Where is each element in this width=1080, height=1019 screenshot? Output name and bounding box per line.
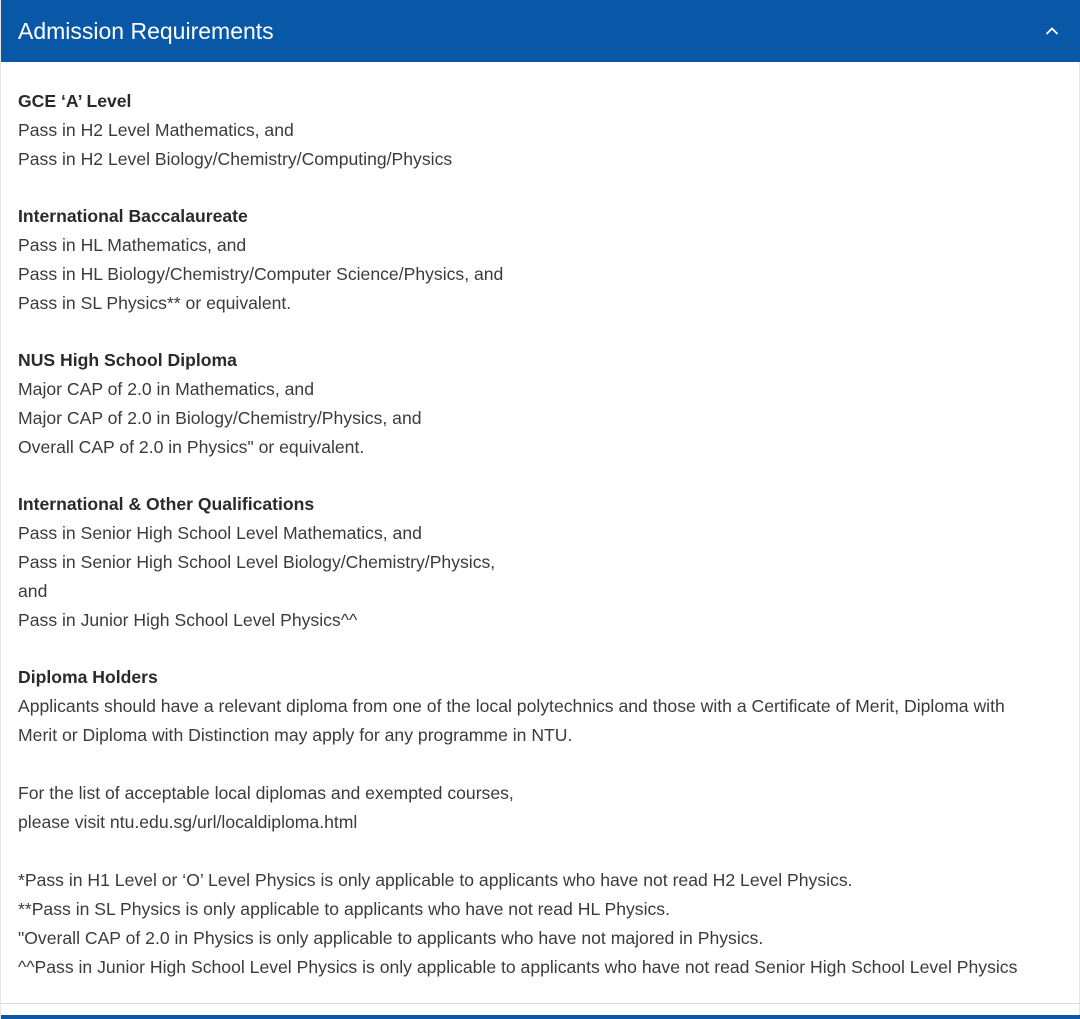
section-heading: NUS High School Diploma	[18, 350, 237, 370]
footnote: **Pass in SL Physics is only applicable to applicants who have not read HL Physics.	[18, 899, 670, 919]
requirement-line: Major CAP of 2.0 in Mathematics, and	[18, 379, 314, 399]
chevron-up-icon[interactable]	[1043, 22, 1061, 40]
section-gce-a-level	[18, 87, 1064, 174]
footnotes	[18, 866, 1064, 982]
footnote: *Pass in H1 Level or ‘O’ Level Physics is only applicable to applicants who have not read H2 Level Physics.	[18, 870, 853, 890]
section-diploma-holders	[18, 663, 1064, 750]
requirement-line: and	[18, 581, 48, 601]
requirement-line: Pass in H2 Level Biology/Chemistry/Computing/Physics	[18, 149, 453, 169]
section-nus-high-school-diploma	[18, 346, 1064, 462]
accordion-header[interactable]	[1, 0, 1080, 62]
requirement-line: Pass in H2 Level Mathematics, and	[18, 120, 294, 140]
section-heading: International & Other Qualifications	[18, 494, 315, 514]
footnote: ^^Pass in Junior High School Level Physics is only applicable to applicants who have not read Senior High School Level Physics	[18, 957, 1018, 977]
requirement-line: Overall CAP of 2.0 in Physics" or equivalent.	[18, 437, 365, 457]
requirement-line: Pass in Senior High School Level Mathematics, and	[18, 523, 422, 543]
requirement-line: Pass in Senior High School Level Biology/Chemistry/Physics,	[18, 552, 496, 572]
footnote: "Overall CAP of 2.0 in Physics is only applicable to applicants who have not majored in Physics.	[18, 928, 764, 948]
section-international-other-qualifications	[18, 490, 1064, 635]
requirement-line: Pass in HL Mathematics, and	[18, 235, 247, 255]
requirement-line: Pass in HL Biology/Chemistry/Computer Science/Physics, and	[18, 264, 504, 284]
requirement-line: Pass in Junior High School Level Physics^^	[18, 610, 358, 630]
requirement-line: Pass in SL Physics** or equivalent.	[18, 293, 292, 313]
local-diplomas-link-text: please visit ntu.edu.sg/url/localdiploma.html	[18, 812, 358, 832]
requirement-line: Major CAP of 2.0 in Biology/Chemistry/Physics, and	[18, 408, 422, 428]
section-international-baccalaureate	[18, 202, 1064, 318]
requirement-line: Applicants should have a relevant diploma from one of the local polytechnics and those with a Certificate of Merit, Diploma with	[18, 696, 1005, 716]
accordion-body	[1, 62, 1080, 1004]
section-heading: International Baccalaureate	[18, 206, 248, 226]
section-heading: GCE ‘A’ Level	[18, 91, 132, 111]
local-diplomas-note	[18, 779, 1064, 837]
section-heading: Diploma Holders	[18, 667, 158, 687]
local-diplomas-text: For the list of acceptable local diplomas and exempted courses,	[18, 783, 514, 803]
next-accordion-header-edge	[1, 1015, 1080, 1019]
requirement-line: Merit or Diploma with Distinction may apply for any programme in NTU.	[18, 725, 573, 745]
accordion-title: Admission Requirements	[18, 18, 274, 44]
